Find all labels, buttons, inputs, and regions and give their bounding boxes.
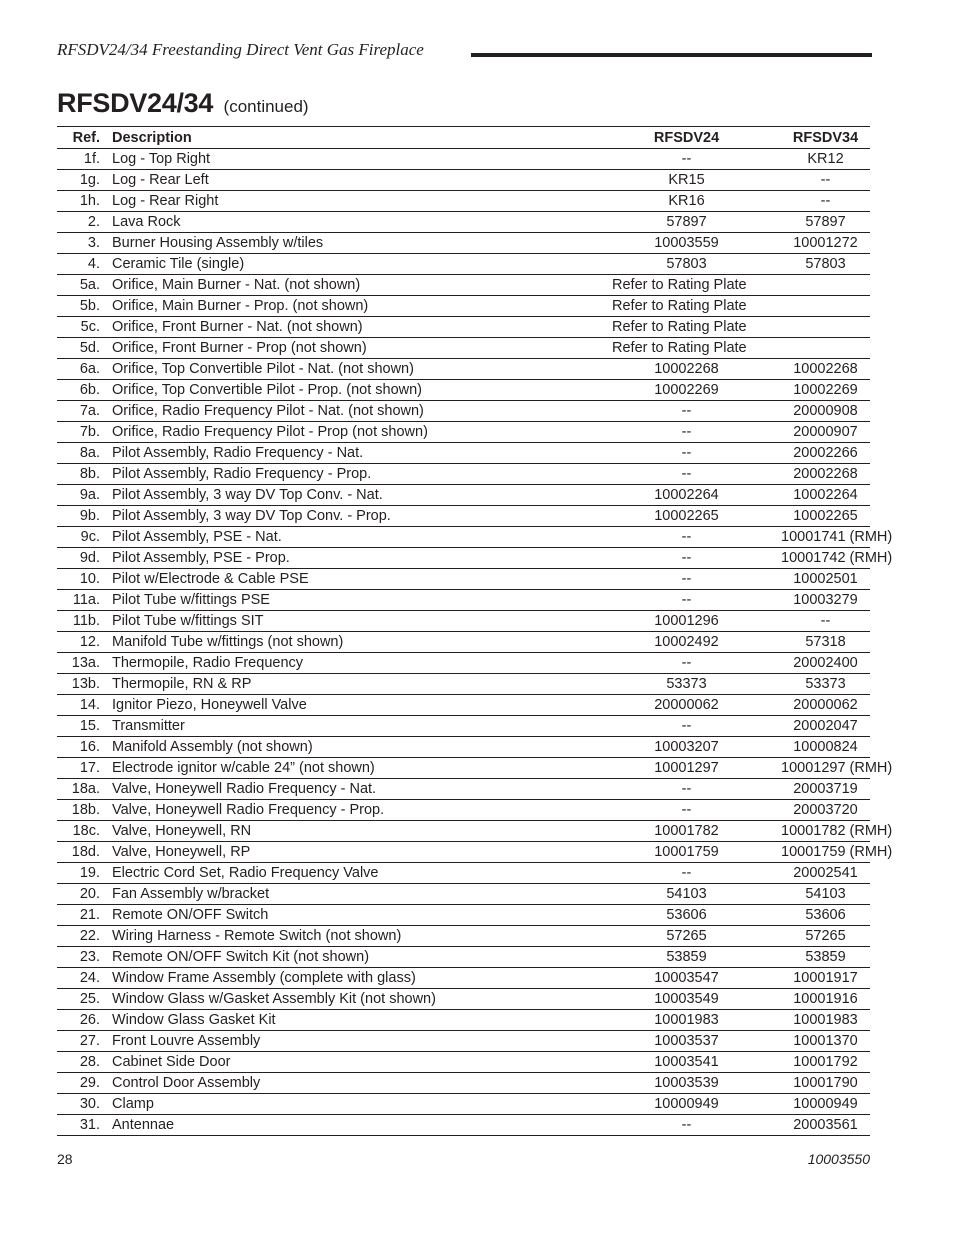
table-row — [57, 842, 870, 863]
table-row — [57, 632, 870, 653]
row-description: Window Glass Gasket Kit — [112, 1010, 592, 1031]
row-rfsdv24-part: 10002269 — [592, 380, 781, 401]
row-description: Valve, Honeywell, RP — [112, 842, 592, 863]
row-rfsdv34-part: 10000824 — [781, 737, 870, 758]
row-description: Pilot Assembly, 3 way DV Top Conv. - Nat. — [112, 485, 592, 506]
row-rfsdv34-part: -- — [781, 170, 870, 191]
row-ref: 15. — [57, 716, 112, 737]
row-rfsdv24-part: -- — [592, 590, 781, 611]
row-rfsdv24-part: 10001297 — [592, 758, 781, 779]
table-row — [57, 1115, 870, 1136]
row-rfsdv34-part: 10001917 — [781, 968, 870, 989]
row-rfsdv34-part: 20003720 — [781, 800, 870, 821]
row-rfsdv24-part: -- — [592, 800, 781, 821]
row-ref: 22. — [57, 926, 112, 947]
row-ref: 12. — [57, 632, 112, 653]
row-description: Window Glass w/Gasket Assembly Kit (not shown) — [112, 989, 592, 1010]
row-description: Valve, Honeywell, RN — [112, 821, 592, 842]
row-rfsdv24-part: 10003539 — [592, 1073, 781, 1094]
row-description: Pilot Assembly, PSE - Nat. — [112, 527, 592, 548]
row-note: Refer to Rating Plate — [592, 275, 870, 296]
table-row — [57, 800, 870, 821]
row-description: Electric Cord Set, Radio Frequency Valve — [112, 863, 592, 884]
row-description: Orifice, Radio Frequency Pilot - Prop (not shown) — [112, 422, 592, 443]
row-rfsdv34-part: 10002268 — [781, 359, 870, 380]
row-rfsdv24-part: 53606 — [592, 905, 781, 926]
row-rfsdv24-part: 10002492 — [592, 632, 781, 653]
row-rfsdv24-part: 10001296 — [592, 611, 781, 632]
row-rfsdv34-part: 10002501 — [781, 569, 870, 590]
row-description: Valve, Honeywell Radio Frequency - Prop. — [112, 800, 592, 821]
row-rfsdv34-part: 10002269 — [781, 380, 870, 401]
row-ref: 25. — [57, 989, 112, 1010]
table-row — [57, 779, 870, 800]
row-description: Orifice, Front Burner - Prop (not shown) — [112, 338, 592, 359]
table-row — [57, 275, 870, 296]
row-rfsdv24-part: KR15 — [592, 170, 781, 191]
row-ref: 14. — [57, 695, 112, 716]
row-rfsdv34-part: 20002266 — [781, 443, 870, 464]
row-rfsdv24-part: 10003537 — [592, 1031, 781, 1052]
row-ref: 5a. — [57, 275, 112, 296]
row-description: Control Door Assembly — [112, 1073, 592, 1094]
row-rfsdv24-part: 57897 — [592, 212, 781, 233]
page-title-main: RFSDV24/34 — [57, 88, 214, 118]
document-number: 10003550 — [807, 1151, 870, 1167]
row-rfsdv24-part: -- — [592, 1115, 781, 1136]
row-description: Orifice, Front Burner - Nat. (not shown) — [112, 317, 592, 338]
row-rfsdv24-part: -- — [592, 443, 781, 464]
row-rfsdv34-part: 57318 — [781, 632, 870, 653]
row-description: Manifold Tube w/fittings (not shown) — [112, 632, 592, 653]
row-ref: 1g. — [57, 170, 112, 191]
table-header-row — [57, 127, 870, 149]
table-row — [57, 464, 870, 485]
row-rfsdv24-part: 53859 — [592, 947, 781, 968]
row-rfsdv34-part: 10001742 (RMH) — [781, 548, 870, 569]
row-ref: 17. — [57, 758, 112, 779]
row-rfsdv34-part: -- — [781, 611, 870, 632]
row-rfsdv34-part: 20002400 — [781, 653, 870, 674]
row-rfsdv24-part: 10003559 — [592, 233, 781, 254]
col-header-rfsdv34: RFSDV34 — [781, 127, 870, 149]
row-ref: 11a. — [57, 590, 112, 611]
row-rfsdv34-part: 10001792 — [781, 1052, 870, 1073]
table-row — [57, 905, 870, 926]
row-ref: 9c. — [57, 527, 112, 548]
row-rfsdv34-part: 10001916 — [781, 989, 870, 1010]
row-rfsdv24-part: 10002264 — [592, 485, 781, 506]
row-ref: 29. — [57, 1073, 112, 1094]
row-ref: 13a. — [57, 653, 112, 674]
row-rfsdv24-part: 10001983 — [592, 1010, 781, 1031]
row-ref: 28. — [57, 1052, 112, 1073]
row-rfsdv34-part: 53606 — [781, 905, 870, 926]
row-ref: 20. — [57, 884, 112, 905]
table-row — [57, 422, 870, 443]
row-rfsdv34-part: 20000062 — [781, 695, 870, 716]
row-description: Cabinet Side Door — [112, 1052, 592, 1073]
row-rfsdv34-part: 20000908 — [781, 401, 870, 422]
row-description: Electrode ignitor w/cable 24” (not shown) — [112, 758, 592, 779]
row-ref: 8a. — [57, 443, 112, 464]
table-row — [57, 401, 870, 422]
table-row — [57, 1031, 870, 1052]
row-description: Remote ON/OFF Switch — [112, 905, 592, 926]
row-note: Refer to Rating Plate — [592, 317, 870, 338]
row-rfsdv24-part: -- — [592, 863, 781, 884]
row-ref: 4. — [57, 254, 112, 275]
table-row — [57, 695, 870, 716]
header-rule — [471, 53, 872, 57]
page-number: 28 — [57, 1151, 73, 1167]
table-row — [57, 359, 870, 380]
row-description: Log - Rear Right — [112, 191, 592, 212]
row-ref: 11b. — [57, 611, 112, 632]
table-row — [57, 611, 870, 632]
page-title-subtitle: (continued) — [223, 97, 309, 116]
row-rfsdv24-part: -- — [592, 716, 781, 737]
row-rfsdv24-part: 10003541 — [592, 1052, 781, 1073]
row-ref: 2. — [57, 212, 112, 233]
row-description: Burner Housing Assembly w/tiles — [112, 233, 592, 254]
table-row — [57, 821, 870, 842]
table-row — [57, 548, 870, 569]
parts-table — [57, 126, 893, 1136]
table-row — [57, 506, 870, 527]
table-row — [57, 527, 870, 548]
col-header-rfsdv24: RFSDV24 — [592, 127, 781, 149]
row-note: Refer to Rating Plate — [592, 296, 870, 317]
row-description: Pilot Assembly, PSE - Prop. — [112, 548, 592, 569]
table-row — [57, 716, 870, 737]
row-ref: 18a. — [57, 779, 112, 800]
row-ref: 8b. — [57, 464, 112, 485]
row-rfsdv24-part: 20000062 — [592, 695, 781, 716]
row-description: Orifice, Top Convertible Pilot - Prop. (not shown) — [112, 380, 592, 401]
table-row — [57, 212, 870, 233]
row-ref: 9b. — [57, 506, 112, 527]
table-row — [57, 674, 870, 695]
row-rfsdv24-part: 10002265 — [592, 506, 781, 527]
row-rfsdv34-part: 10001370 — [781, 1031, 870, 1052]
table-row — [57, 254, 870, 275]
row-ref: 26. — [57, 1010, 112, 1031]
table-row — [57, 443, 870, 464]
col-header-description: Description — [112, 127, 592, 149]
row-description: Ceramic Tile (single) — [112, 254, 592, 275]
table-row — [57, 884, 870, 905]
row-rfsdv24-part: -- — [592, 464, 781, 485]
row-rfsdv34-part: 20000907 — [781, 422, 870, 443]
table-row — [57, 1052, 870, 1073]
table-row — [57, 233, 870, 254]
row-description: Thermopile, Radio Frequency — [112, 653, 592, 674]
row-description: Valve, Honeywell Radio Frequency - Nat. — [112, 779, 592, 800]
row-rfsdv34-part: 20002541 — [781, 863, 870, 884]
row-rfsdv34-part: 10002265 — [781, 506, 870, 527]
row-rfsdv34-part: 10003279 — [781, 590, 870, 611]
row-description: Pilot w/Electrode & Cable PSE — [112, 569, 592, 590]
row-rfsdv34-part: 10001297 (RMH) — [781, 758, 870, 779]
row-rfsdv24-part: -- — [592, 422, 781, 443]
row-rfsdv24-part: 10002268 — [592, 359, 781, 380]
row-description: Pilot Assembly, 3 way DV Top Conv. - Prop. — [112, 506, 592, 527]
row-rfsdv24-part: -- — [592, 569, 781, 590]
table-row — [57, 191, 870, 212]
row-description: Log - Top Right — [112, 149, 592, 170]
row-description: Clamp — [112, 1094, 592, 1115]
row-description: Pilot Tube w/fittings PSE — [112, 590, 592, 611]
row-rfsdv24-part: -- — [592, 548, 781, 569]
row-ref: 5c. — [57, 317, 112, 338]
row-rfsdv34-part: 20002268 — [781, 464, 870, 485]
row-rfsdv34-part: KR12 — [781, 149, 870, 170]
row-rfsdv34-part: 10001741 (RMH) — [781, 527, 870, 548]
row-description: Thermopile, RN & RP — [112, 674, 592, 695]
row-description: Transmitter — [112, 716, 592, 737]
row-rfsdv34-part: 53373 — [781, 674, 870, 695]
row-description: Log - Rear Left — [112, 170, 592, 191]
row-rfsdv24-part: 10001759 — [592, 842, 781, 863]
row-ref: 5b. — [57, 296, 112, 317]
table-row — [57, 968, 870, 989]
row-rfsdv24-part: 10003549 — [592, 989, 781, 1010]
row-rfsdv24-part: 10000949 — [592, 1094, 781, 1115]
row-rfsdv34-part: 57265 — [781, 926, 870, 947]
row-rfsdv34-part: 20003561 — [781, 1115, 870, 1136]
row-rfsdv34-part: 20003719 — [781, 779, 870, 800]
row-rfsdv34-part: 10002264 — [781, 485, 870, 506]
table-row — [57, 317, 870, 338]
row-description: Fan Assembly w/bracket — [112, 884, 592, 905]
row-ref: 19. — [57, 863, 112, 884]
row-rfsdv34-part: 10001983 — [781, 1010, 870, 1031]
row-rfsdv24-part: 54103 — [592, 884, 781, 905]
running-header-title: RFSDV24/34 Freestanding Direct Vent Gas Fireplace — [57, 40, 424, 59]
row-rfsdv24-part: -- — [592, 527, 781, 548]
table-row — [57, 338, 870, 359]
row-rfsdv34-part: 57897 — [781, 212, 870, 233]
row-ref: 18d. — [57, 842, 112, 863]
row-description: Orifice, Main Burner - Nat. (not shown) — [112, 275, 592, 296]
table-row — [57, 569, 870, 590]
row-description: Pilot Assembly, Radio Frequency - Nat. — [112, 443, 592, 464]
row-rfsdv34-part: 54103 — [781, 884, 870, 905]
page-title — [57, 88, 309, 119]
row-rfsdv34-part: 10000949 — [781, 1094, 870, 1115]
table-body — [57, 149, 893, 1136]
row-description: Window Frame Assembly (complete with glass) — [112, 968, 592, 989]
row-description: Pilot Assembly, Radio Frequency - Prop. — [112, 464, 592, 485]
row-ref: 31. — [57, 1115, 112, 1136]
row-ref: 5d. — [57, 338, 112, 359]
row-rfsdv34-part: 20002047 — [781, 716, 870, 737]
row-ref: 18c. — [57, 821, 112, 842]
row-rfsdv24-part: -- — [592, 401, 781, 422]
row-ref: 7b. — [57, 422, 112, 443]
row-ref: 24. — [57, 968, 112, 989]
row-ref: 6b. — [57, 380, 112, 401]
table-row — [57, 947, 870, 968]
row-rfsdv24-part: -- — [592, 149, 781, 170]
table-row — [57, 1010, 870, 1031]
table-row — [57, 737, 870, 758]
row-description: Orifice, Radio Frequency Pilot - Nat. (not shown) — [112, 401, 592, 422]
row-description: Antennae — [112, 1115, 592, 1136]
table-row — [57, 863, 870, 884]
row-rfsdv34-part: 10001790 — [781, 1073, 870, 1094]
table-row — [57, 1094, 870, 1115]
row-rfsdv24-part: 10003547 — [592, 968, 781, 989]
row-ref: 6a. — [57, 359, 112, 380]
table-row — [57, 758, 870, 779]
row-ref: 9d. — [57, 548, 112, 569]
row-ref: 10. — [57, 569, 112, 590]
table-row — [57, 926, 870, 947]
row-ref: 27. — [57, 1031, 112, 1052]
row-ref: 16. — [57, 737, 112, 758]
row-description: Pilot Tube w/fittings SIT — [112, 611, 592, 632]
row-note: Refer to Rating Plate — [592, 338, 870, 359]
row-description: Manifold Assembly (not shown) — [112, 737, 592, 758]
table-row — [57, 485, 870, 506]
col-header-ref: Ref. — [57, 127, 112, 149]
row-rfsdv24-part: -- — [592, 779, 781, 800]
row-rfsdv24-part: KR16 — [592, 191, 781, 212]
row-rfsdv24-part: 10003207 — [592, 737, 781, 758]
row-ref: 18b. — [57, 800, 112, 821]
row-rfsdv34-part: -- — [781, 191, 870, 212]
row-ref: 1h. — [57, 191, 112, 212]
table-row — [57, 989, 870, 1010]
row-rfsdv24-part: 53373 — [592, 674, 781, 695]
row-ref: 3. — [57, 233, 112, 254]
row-ref: 13b. — [57, 674, 112, 695]
row-description: Lava Rock — [112, 212, 592, 233]
row-rfsdv24-part: 10001782 — [592, 821, 781, 842]
row-rfsdv24-part: -- — [592, 653, 781, 674]
row-rfsdv34-part: 10001759 (RMH) — [781, 842, 870, 863]
row-description: Remote ON/OFF Switch Kit (not shown) — [112, 947, 592, 968]
row-description: Wiring Harness - Remote Switch (not shown) — [112, 926, 592, 947]
row-ref: 21. — [57, 905, 112, 926]
row-description: Orifice, Top Convertible Pilot - Nat. (not shown) — [112, 359, 592, 380]
row-ref: 23. — [57, 947, 112, 968]
row-description: Ignitor Piezo, Honeywell Valve — [112, 695, 592, 716]
table-row — [57, 653, 870, 674]
row-rfsdv24-part: 57265 — [592, 926, 781, 947]
row-rfsdv34-part: 57803 — [781, 254, 870, 275]
row-ref: 7a. — [57, 401, 112, 422]
row-rfsdv24-part: 57803 — [592, 254, 781, 275]
row-ref: 9a. — [57, 485, 112, 506]
table-row — [57, 170, 870, 191]
row-description: Orifice, Main Burner - Prop. (not shown) — [112, 296, 592, 317]
row-rfsdv34-part: 10001782 (RMH) — [781, 821, 870, 842]
row-ref: 1f. — [57, 149, 112, 170]
table-row — [57, 590, 870, 611]
table-row — [57, 1073, 870, 1094]
row-rfsdv34-part: 10001272 — [781, 233, 870, 254]
row-rfsdv34-part: 53859 — [781, 947, 870, 968]
table-row — [57, 380, 870, 401]
row-description: Front Louvre Assembly — [112, 1031, 592, 1052]
table-row — [57, 149, 870, 170]
table-row — [57, 296, 870, 317]
row-ref: 30. — [57, 1094, 112, 1115]
